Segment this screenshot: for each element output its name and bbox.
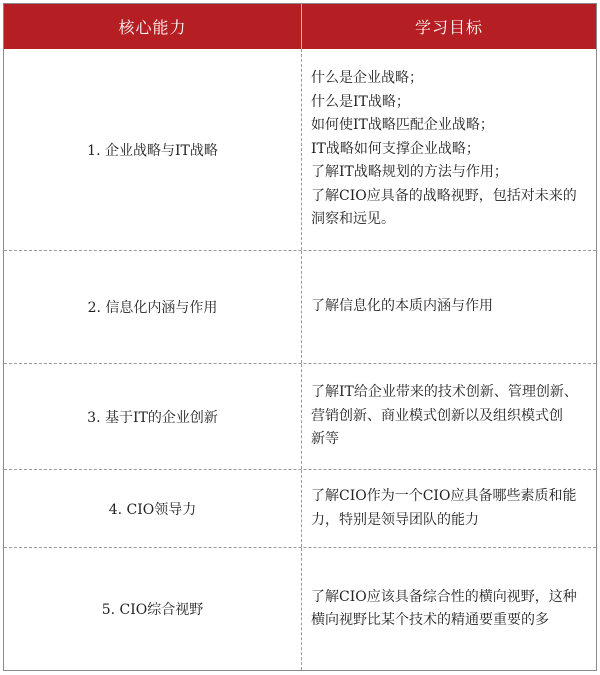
table-row: [4, 363, 596, 469]
competency-cell: 3. 基于IT的企业创新: [4, 364, 302, 469]
goal-cell: [302, 364, 596, 469]
goal-line: 了解IT战略规划的方法与作用；: [311, 164, 508, 181]
goal-line: 什么是企业战略；: [311, 70, 423, 87]
competency-cell: 5. CIO综合视野: [4, 548, 302, 670]
table-row: [4, 250, 596, 363]
header-competency: 核心能力: [4, 4, 302, 49]
table-row: [4, 469, 596, 547]
table-header: [4, 4, 596, 49]
competency-cell: 4. CIO领导力: [4, 470, 302, 547]
goal-cell: [302, 470, 596, 547]
header-learning-goal: 学习目标: [414, 18, 483, 37]
goal-line: IT战略如何支撑企业战略；: [311, 140, 480, 157]
goal-cell: [302, 251, 596, 363]
goal-cell: [302, 49, 596, 250]
competency-cell: 2. 信息化内涵与作用: [4, 251, 302, 363]
goal-cell: [302, 548, 596, 670]
goal-line: 了解CIO作为一个CIO应具备哪些素质和能: [311, 488, 577, 504]
goal-line: 了解CIO应该具备综合性的横向视野，这种: [311, 588, 577, 605]
table-row: [4, 49, 596, 250]
goal-line: 什么是IT战略；: [311, 93, 410, 110]
goal-line: 如何使IT战略匹配企业战略；: [311, 117, 494, 134]
goal-line: 力，特别是领导团队的能力: [311, 511, 479, 528]
table-row: [4, 547, 596, 670]
goal-line: 了解IT给企业带来的技术创新、管理创新、: [311, 384, 578, 401]
competency-table: [3, 3, 597, 671]
goal-line: 横向视野比某个技术的精通要重要的多: [311, 612, 549, 628]
goal-line: 洞察和远见。: [311, 211, 395, 228]
goal-line: 新等: [311, 431, 339, 448]
goal-line: 了解信息化的本质内涵与作用: [311, 298, 493, 315]
goal-line: 了解CIO应具备的战略视野，包括对未来的: [311, 187, 577, 204]
goal-line: 营销创新、商业模式创新以及组织模式创: [311, 407, 563, 424]
competency-cell: 1. 企业战略与IT战略: [4, 49, 302, 250]
